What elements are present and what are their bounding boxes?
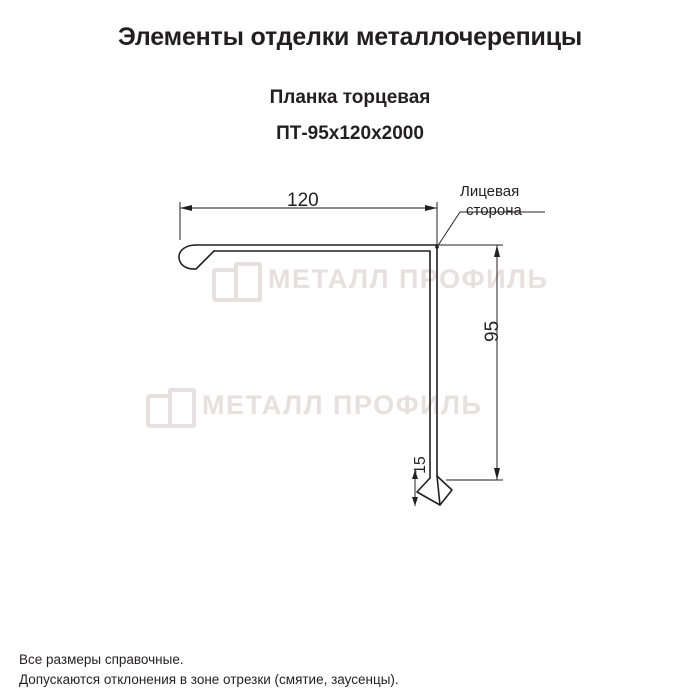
face-side-label-line1: Лицевая: [460, 183, 520, 200]
watermark-text: МЕТАЛЛ ПРОФИЛЬ: [268, 263, 549, 294]
footnote-line-2: Допускаются отклонения в зоне отрезки (смятие, заусенцы).: [19, 672, 399, 687]
footnotes: [19, 650, 399, 690]
footnote-line-1: Все размеры справочные.: [19, 652, 184, 667]
dimension-width-label: 120: [287, 190, 319, 211]
dimension-lip: [412, 470, 418, 506]
face-side-label-line2: сторона: [466, 202, 522, 219]
watermark-text: МЕТАЛЛ ПРОФИЛЬ: [202, 389, 483, 420]
page-title: Элементы отделки металлочерепицы: [117, 23, 583, 51]
dimension-height: [437, 245, 503, 480]
product-code: ПТ-95x120x2000: [276, 123, 424, 144]
product-name: Планка торцевая: [269, 87, 431, 108]
dimension-lip-label: 15: [412, 456, 429, 474]
dimension-height-label: 95: [482, 320, 503, 342]
